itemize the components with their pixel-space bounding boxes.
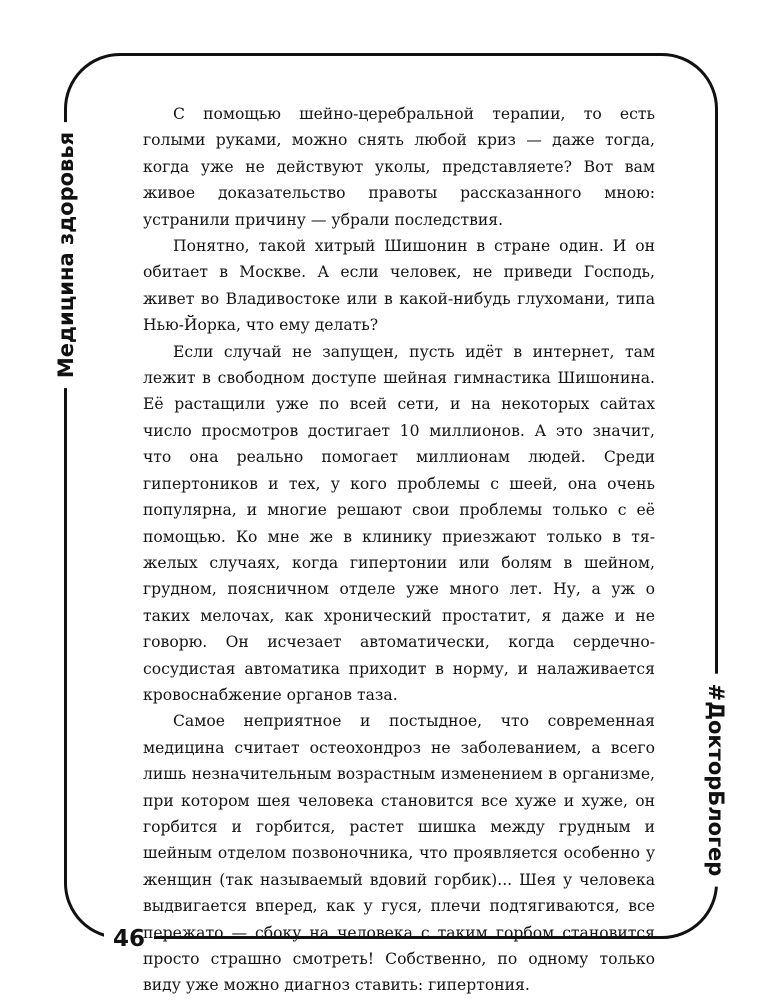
body-text <box>143 101 655 999</box>
paragraph: Понятно, такой хитрый Шишонин в стране один. И он обитает в Москве. А если человек, не приведи Господь, живет во Владивостоке или в какой-нибудь глухомани, типа Нью-Йорка, что ему делать? <box>143 237 655 335</box>
page-number: 46 <box>104 924 154 954</box>
paragraph: Самое неприятное и постыдное, что современная медицина считает остеохондроз не заболеванием, а всего лишь незначительным возрастным изменением в организме, при котором шея человека становится все хуже и хуже, он горбится и горбится, растет шишка между грудным и шейным отделом позвоночника, что проявляется особенно у женщин (так называемый вдовий горбик)... Шея у человека выдвигается вперед, как у гуся, плечи подтягиваются, все пережато — сбоку на человека с таким горбом становится просто страшно смотреть! Собственно, по одному только виду уже можно диагноз ставить: гипертония. <box>143 712 655 995</box>
section-title: Медицина здоровья <box>53 122 79 388</box>
paragraph: С помощью шейно-церебральной терапии, то есть голыми руками, можно снять любой криз — даже тогда, когда уже не действуют уколы, представляете? Вот вам живое доказательство правоты рассказанного мною: устранили причину — убрали последствия. <box>143 105 655 229</box>
hashtag-label: #ДокторБлогер <box>703 674 729 887</box>
paragraph: Если случай не запущен, пусть идёт в интернет, там лежит в свободном доступе шейная гимнастика Шишонина. Её растащили уже по всей сети, и на некоторых сайтах число просмотров достигает 10 миллионов. А это значит, что она реально помогает миллионам людей. Среди гипертоников и тех, у кого проблемы с шеей, она очень популярна, и многие решают свои проблемы только с её помощью. Ко мне же в клинику приезжают только в тяжелых случаях, когда гипертонии или болям в шейном, грудном, поясничном отделе уже много лет. Ну, а уж о таких мелочах, как хронический простатит, я даже и не говорю. Он исчезает автоматически, когда сердечно-сосудистая автоматика приходит в норму, и налаживается кровоснабжение органов таза. <box>143 342 655 704</box>
